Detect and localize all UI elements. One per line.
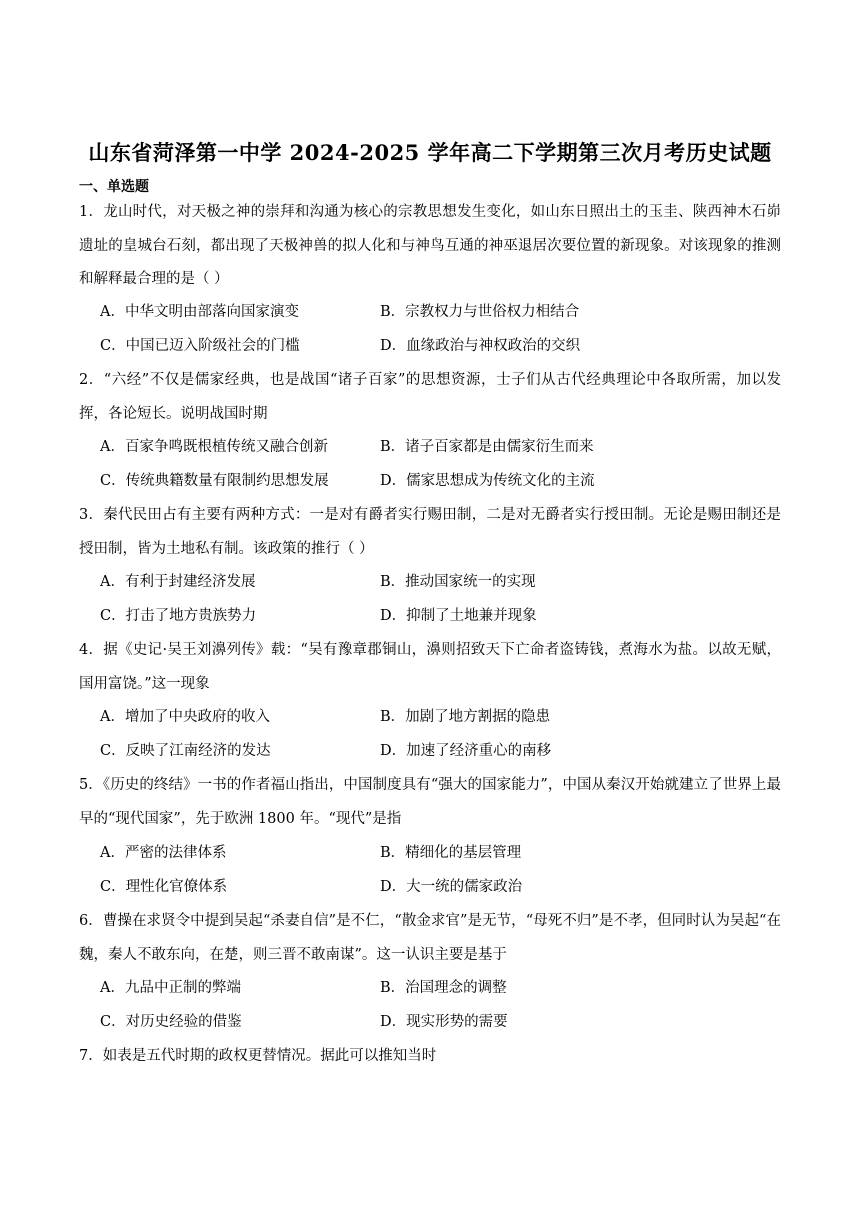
question-4-option-b[interactable]: B．加剧了地方割据的隐患 (380, 709, 551, 725)
question-3-option-c[interactable]: C．打击了地方贵族势力 (100, 608, 257, 624)
question-5-stem: 5．《历史的终结》一书的作者福山指出，中国制度具有“强大的国家能力”，中国从秦汉开始就建立了世界上最早的“现代国家”，先于欧洲 1800 年。“现代”是指 (79, 777, 781, 827)
question-4-option-a[interactable]: A．增加了中央政府的收入 (100, 709, 270, 725)
question-3-option-d[interactable]: D．抑制了土地兼并现象 (380, 608, 537, 624)
question-6-option-d[interactable]: D．现实形势的需要 (380, 1014, 508, 1030)
question-2-option-c[interactable]: C．传统典籍数量有限制约思想发展 (100, 473, 329, 489)
question-4-option-c[interactable]: C．反映了江南经济的发达 (100, 743, 271, 759)
question-1-option-c[interactable]: C．中国已迈入阶级社会的门槛 (100, 338, 300, 354)
question-3-stem: 3．秦代民田占有主要有两种方式：一是对有爵者实行赐田制，二是对无爵者实行授田制。无论是赐田制还是授田制，皆为土地私有制。该政策的推行（ ） (79, 507, 781, 557)
question-2-stem: 2．“六经”不仅是儒家经典，也是战国“诸子百家”的思想资源，士子们从古代经典理论中各取所需，加以发挥，各论短长。说明战国时期 (79, 372, 781, 422)
question-6-option-a[interactable]: A．九品中正制的弊端 (100, 980, 241, 996)
question-1-option-b[interactable]: B．宗教权力与世俗权力相结合 (380, 304, 580, 320)
question-1-option-d[interactable]: D．血缘政治与神权政治的交织 (380, 338, 581, 354)
question-2-option-b[interactable]: B．诸子百家都是由儒家衍生而来 (380, 439, 594, 455)
question-7-stem: 7．如表是五代时期的政权更替情况。据此可以推知当时 (79, 1048, 437, 1064)
question-6-option-c[interactable]: C．对历史经验的借鉴 (100, 1014, 242, 1030)
question-4-option-d[interactable]: D．加速了经济重心的南移 (380, 743, 552, 759)
question-1-option-a[interactable]: A．中华文明由部落向国家演变 (100, 304, 299, 320)
section-heading: 一、单选题 (79, 179, 149, 195)
question-5-option-d[interactable]: D．大一统的儒家政治 (380, 879, 523, 895)
question-5-option-c[interactable]: C．理性化官僚体系 (100, 879, 228, 895)
question-5-option-b[interactable]: B．精细化的基层管理 (380, 845, 522, 861)
question-3-option-a[interactable]: A．有利于封建经济发展 (100, 574, 256, 590)
question-4-stem: 4．据《史记·吴王刘濞列传》载：“吴有豫章郡铜山，濞则招致天下亡命者盗铸钱，煮海水为盐。以故无赋，国用富饶。”这一现象 (79, 642, 781, 692)
question-2-option-a[interactable]: A．百家争鸣既根植传统又融合创新 (100, 439, 328, 455)
exam-title: 山东省菏泽第一中学 2024-2025 学年高二下学期第三次月考历史试题 (88, 140, 772, 165)
question-5-option-a[interactable]: A．严密的法律体系 (100, 845, 227, 861)
question-2-option-d[interactable]: D．儒家思想成为传统文化的主流 (380, 473, 595, 489)
question-6-stem: 6．曹操在求贤令中提到吴起“杀妻自信”是不仁，“散金求官”是无节，“母死不归”是不孝，但同时认为吴起“在魏，秦人不敢东向，在楚，则三晋不敢南谋”。这一认识主要是基于 (79, 913, 781, 963)
question-6-option-b[interactable]: B．治国理念的调整 (380, 980, 507, 996)
question-1-stem: 1．龙山时代，对天极之神的崇拜和沟通为核心的宗教思想发生变化，如山东日照出土的玉圭、陕西神木石峁遗址的皇城台石刻，都出现了天极神兽的拟人化和与神鸟互通的神巫退居次要位置的新现象。对该现象的推测和解释最合理的是（ ） (79, 204, 781, 287)
question-3-option-b[interactable]: B．推动国家统一的实现 (380, 574, 536, 590)
